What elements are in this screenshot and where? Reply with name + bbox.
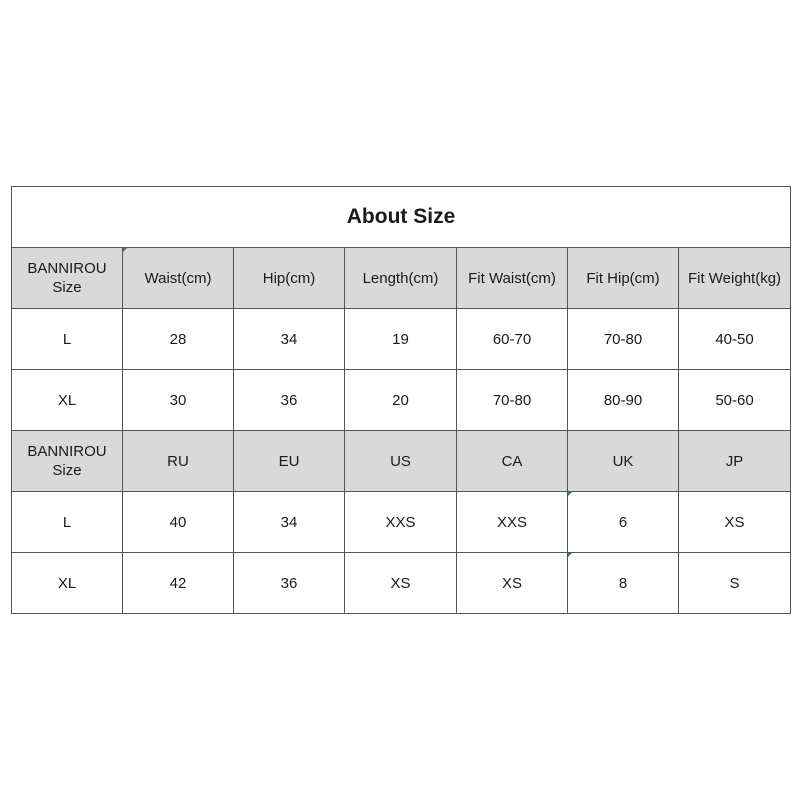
header-brand-size bbox=[12, 431, 123, 492]
table-cell: XL bbox=[12, 370, 123, 431]
table-cell: 34 bbox=[234, 309, 345, 370]
table-title: About Size bbox=[12, 187, 791, 248]
brand-name: BANNIROU bbox=[27, 260, 107, 277]
header-fit-hip: Fit Hip(cm) bbox=[568, 248, 679, 309]
table-cell: 28 bbox=[123, 309, 234, 370]
table-cell: 50-60 bbox=[679, 370, 791, 431]
title-row bbox=[12, 187, 791, 248]
brand-size-label: Size bbox=[52, 462, 82, 479]
table-cell: XS bbox=[345, 553, 457, 614]
table-cell: L bbox=[12, 492, 123, 553]
header-eu: EU bbox=[234, 431, 345, 492]
table-cell: 36 bbox=[234, 553, 345, 614]
brand-size-label: Size bbox=[52, 279, 82, 296]
table-cell: 70-80 bbox=[457, 370, 568, 431]
table-row bbox=[12, 553, 791, 614]
header-ru: RU bbox=[123, 431, 234, 492]
header-ca: CA bbox=[457, 431, 568, 492]
size-chart-table bbox=[11, 186, 791, 614]
header-fit-weight: Fit Weight(kg) bbox=[679, 248, 791, 309]
header-jp: JP bbox=[679, 431, 791, 492]
header-uk: UK bbox=[568, 431, 679, 492]
table-cell: XXS bbox=[345, 492, 457, 553]
table-cell: 42 bbox=[123, 553, 234, 614]
table-cell: XS bbox=[679, 492, 791, 553]
table-cell: L bbox=[12, 309, 123, 370]
table-cell: XXS bbox=[457, 492, 568, 553]
table-cell: 80-90 bbox=[568, 370, 679, 431]
table-cell: 30 bbox=[123, 370, 234, 431]
header-fit-waist: Fit Waist(cm) bbox=[457, 248, 568, 309]
table-cell: XS bbox=[457, 553, 568, 614]
header-row-conversions bbox=[12, 431, 791, 492]
table-row bbox=[12, 370, 791, 431]
header-waist: Waist(cm) bbox=[123, 248, 234, 309]
table-cell: 70-80 bbox=[568, 309, 679, 370]
table-cell: 40 bbox=[123, 492, 234, 553]
header-brand-size bbox=[12, 248, 123, 309]
table-row bbox=[12, 309, 791, 370]
table-cell: 34 bbox=[234, 492, 345, 553]
table-cell: 60-70 bbox=[457, 309, 568, 370]
table-row bbox=[12, 492, 791, 553]
brand-name: BANNIROU bbox=[27, 443, 107, 460]
header-row-measurements bbox=[12, 248, 791, 309]
table-cell: S bbox=[679, 553, 791, 614]
table-cell: XL bbox=[12, 553, 123, 614]
table-cell: 40-50 bbox=[679, 309, 791, 370]
table-cell: 6 bbox=[568, 492, 679, 553]
header-hip: Hip(cm) bbox=[234, 248, 345, 309]
table-cell: 8 bbox=[568, 553, 679, 614]
table-cell: 36 bbox=[234, 370, 345, 431]
header-length: Length(cm) bbox=[345, 248, 457, 309]
header-us: US bbox=[345, 431, 457, 492]
table-cell: 19 bbox=[345, 309, 457, 370]
table-cell: 20 bbox=[345, 370, 457, 431]
